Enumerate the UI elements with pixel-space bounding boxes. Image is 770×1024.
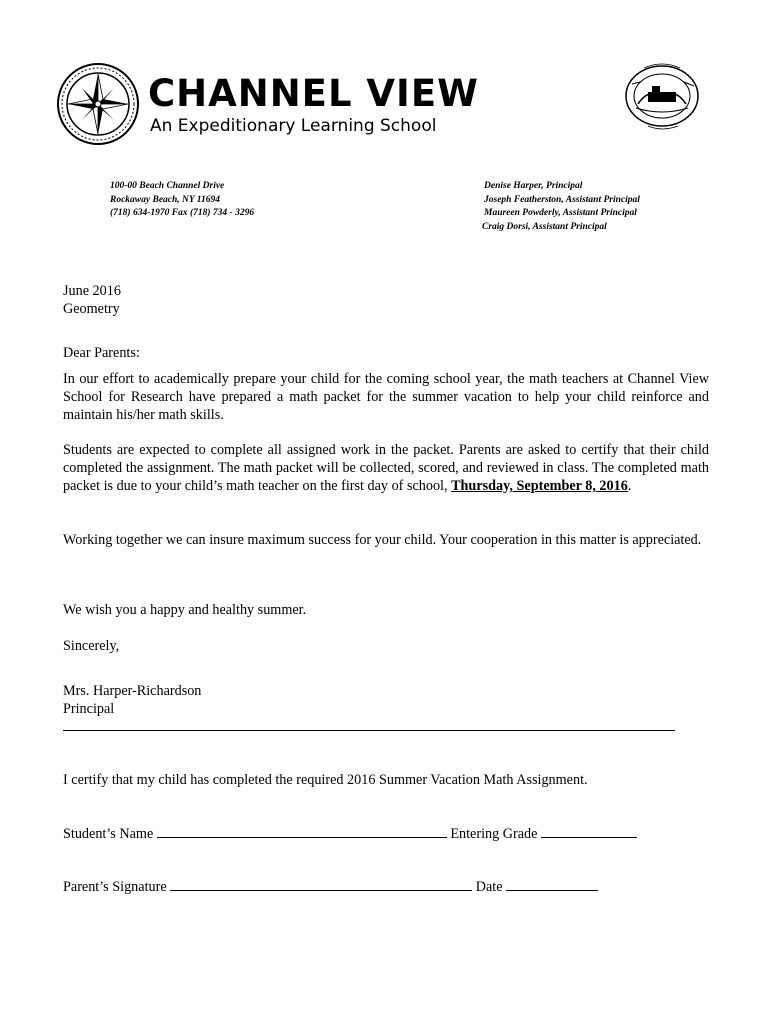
paragraph-2-text: Students are expected to complete all assigned work in the packet. Parents are asked to certify that their child completed the assignment. The math packet will be collected, scored, and reviewed in class. The completed math packet is due to your child’s math teacher on the first day of school, [63,442,709,494]
certify-statement: I certify that my child has completed the required 2016 Summer Vacation Math Assignment. [63,772,588,788]
letter-paragraph-4: We wish you a happy and healthy summer. [63,602,307,618]
student-name-field[interactable] [157,824,447,838]
letter-paragraph-3: Working together we can insure maximum success for your child. Your cooperation in this matter is appreciated. [63,532,702,548]
administrator-entry: Denise Harper, Principal [484,181,583,191]
school-address [110,180,254,221]
parent-signature-field[interactable] [170,877,472,891]
date-label: Date [475,879,503,895]
due-date: Thursday, September 8, 2016 [451,478,628,494]
parent-row [63,877,598,896]
address-line: (718) 634-1970 Fax (718) 734 - 3296 [110,208,255,218]
parent-signature-label: Parent’s Signature [63,879,167,895]
letter-paragraph-2 [63,441,709,495]
school-name: CHANNEL VIEW [148,72,479,115]
entering-grade-field[interactable] [541,824,637,838]
administrators-list [484,180,640,234]
school-seal-icon [614,56,710,134]
compass-rose-icon [56,62,140,146]
letter-closing: Sincerely, [63,638,120,654]
student-row [63,824,637,843]
signer-name: Mrs. Harper-Richardson [63,683,202,699]
school-tagline: An Expeditionary Learning School [150,116,437,136]
address-line: Rockaway Beach, NY 11694 [110,194,220,205]
date-field[interactable] [506,877,598,891]
administrator-entry: Joseph Featherston, Assistant Principal [484,194,640,205]
administrator-entry: Maureen Powderly, Assistant Principal [484,208,637,218]
letter-salutation: Dear Parents: [63,345,140,361]
letter-paragraph-1: In our effort to academically prepare your child for the coming school year, the math teachers at Channel View School for Research have prepared a math packet for the summer vacation to help your child reinforce and maintain his/her math skills. [63,371,709,423]
cut-line-divider [63,730,675,731]
entering-grade-label: Entering Grade [450,826,538,842]
address-line: 100-00 Beach Channel Drive [110,181,225,191]
paragraph-2-end: . [627,478,632,494]
letter-subject: Geometry [63,301,120,317]
letter-date: June 2016 [63,283,121,299]
signer-title: Principal [63,701,115,717]
administrator-entry: Craig Dorsi, Assistant Principal [482,221,607,232]
student-name-label: Student’s Name [63,826,154,842]
